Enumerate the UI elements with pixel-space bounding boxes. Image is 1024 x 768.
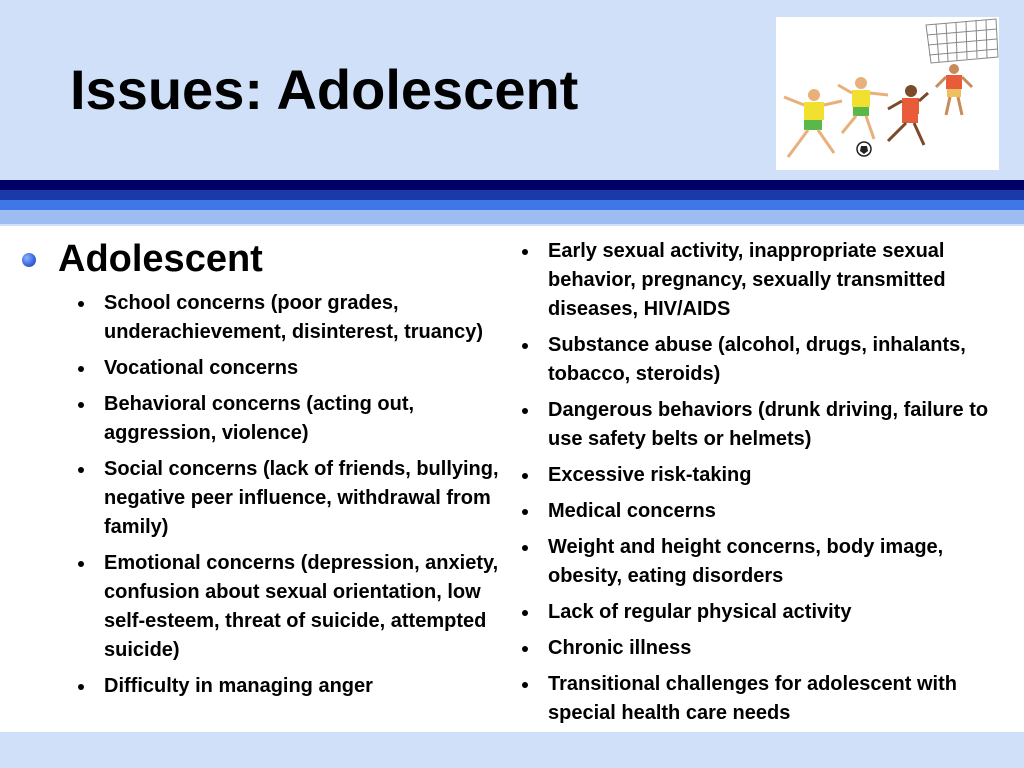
- list-item: Early sexual activity, inappropriate sexual behavior, pregnancy, sexually transmitted diseases, HIV/AIDS: [516, 237, 996, 324]
- right-bullet-list: [516, 237, 996, 735]
- bullet-icon: [22, 253, 36, 267]
- list-item: Excessive risk-taking: [516, 461, 996, 490]
- list-item: Emotional concerns (depression, anxiety, confusion about sexual orientation, low self-esteem, threat of suicide, attempted suicide): [72, 549, 512, 665]
- slide-title: Issues: Adolescent: [70, 58, 579, 121]
- list-item: Vocational concerns: [72, 354, 512, 383]
- main-bullet-label: Adolescent: [58, 238, 263, 280]
- list-item: Lack of regular physical activity: [516, 598, 996, 627]
- list-item: Transitional challenges for adolescent with special health care needs: [516, 670, 996, 728]
- list-item: School concerns (poor grades, underachievement, disinterest, truancy): [72, 289, 512, 347]
- list-item: Dangerous behaviors (drunk driving, failure to use safety belts or helmets): [516, 396, 996, 454]
- list-item: Difficulty in managing anger: [72, 672, 512, 701]
- left-bullet-list: [72, 289, 512, 708]
- list-item: Weight and height concerns, body image, obesity, eating disorders: [516, 533, 996, 591]
- soccer-players-clipart: [776, 17, 999, 170]
- list-item: Substance abuse (alcohol, drugs, inhalants, tobacco, steroids): [516, 331, 996, 389]
- main-bullet: [22, 238, 263, 281]
- list-item: Chronic illness: [516, 634, 996, 663]
- list-item: Social concerns (lack of friends, bullying, negative peer influence, withdrawal from family): [72, 455, 512, 542]
- header-divider-bars: [0, 180, 1024, 224]
- list-item: Behavioral concerns (acting out, aggression, violence): [72, 390, 512, 448]
- list-item: Medical concerns: [516, 497, 996, 526]
- footer-band: [0, 732, 1024, 768]
